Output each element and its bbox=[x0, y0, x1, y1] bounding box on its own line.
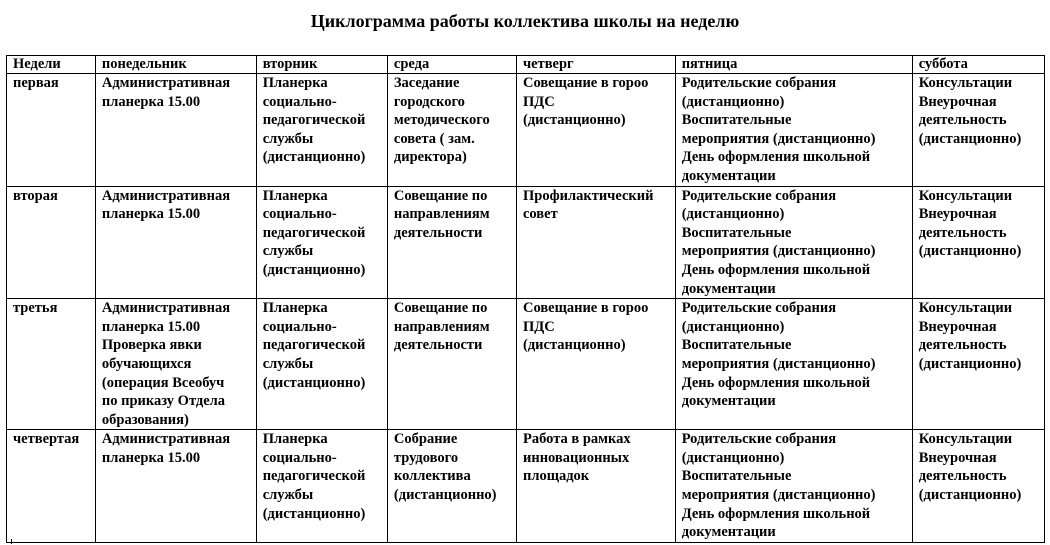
cell-monday: Административная планерка 15.00 bbox=[95, 430, 256, 543]
cell-wednesday: Совещание по направлениям деятельности bbox=[387, 299, 516, 430]
cell-saturday: Консультации Внеурочная деятельность (дистанционно) bbox=[912, 74, 1044, 187]
cell-monday: Административная планерка 15.00 Проверка явки обучающихся (операция Всеобуч по приказу Отдела образования) bbox=[95, 299, 256, 430]
week-label: вторая bbox=[7, 186, 96, 299]
page-title: Циклограмма работы коллектива школы на неделю bbox=[310, 11, 740, 31]
cell-friday: Родительские собрания (дистанционно) Воспитательные мероприятия (дистанционно) День оформления школьной документации bbox=[675, 430, 912, 543]
header-monday: понедельник bbox=[95, 56, 256, 74]
cell-monday: Административная планерка 15.00 bbox=[95, 74, 256, 187]
cell-saturday: Консультации Внеурочная деятельность (дистанционно) bbox=[912, 186, 1044, 299]
cell-tuesday: Планерка социально- педагогической службы (дистанционно) bbox=[256, 430, 387, 543]
cell-tuesday: Планерка социально- педагогической службы (дистанционно) bbox=[256, 186, 387, 299]
cell-wednesday: Заседание городского методического совета ( зам. директора) bbox=[387, 74, 516, 187]
cell-saturday: Консультации Внеурочная деятельность (дистанционно) bbox=[912, 299, 1044, 430]
table-row bbox=[7, 74, 1045, 187]
cell-wednesday: Совещание по направлениям деятельности bbox=[387, 186, 516, 299]
week-label: первая bbox=[7, 74, 96, 187]
cell-monday: Административная планерка 15.00 bbox=[95, 186, 256, 299]
header-wednesday: среда bbox=[387, 56, 516, 74]
week-label: четвертая bbox=[7, 430, 96, 543]
cell-thursday: Совещание в гороо ПДС (дистанционно) bbox=[516, 74, 675, 187]
cell-thursday: Работа в рамках инновационных площадок bbox=[516, 430, 675, 543]
cell-saturday: Консультации Внеурочная деятельность (дистанционно) bbox=[912, 430, 1044, 543]
cell-tuesday: Планерка социально- педагогической службы (дистанционно) bbox=[256, 299, 387, 430]
cell-wednesday: Собрание трудового коллектива (дистанционно) bbox=[387, 430, 516, 543]
header-row bbox=[7, 56, 1045, 74]
header-tuesday: вторник bbox=[256, 56, 387, 74]
header-saturday: суббота bbox=[912, 56, 1044, 74]
cell-thursday: Профилактический совет bbox=[516, 186, 675, 299]
header-friday: пятница bbox=[675, 56, 912, 74]
table-row bbox=[7, 299, 1045, 430]
table-row bbox=[7, 186, 1045, 299]
header-weeks: Недели bbox=[7, 56, 96, 74]
table-row bbox=[7, 430, 1045, 543]
page-edge-mark bbox=[11, 539, 12, 544]
cell-friday: Родительские собрания (дистанционно) Воспитательные мероприятия (дистанционно) День оформления школьной документации bbox=[675, 186, 912, 299]
cell-tuesday: Планерка социально- педагогической службы (дистанционно) bbox=[256, 74, 387, 187]
cell-friday: Родительские собрания (дистанционно) Воспитательные мероприятия (дистанционно) День оформления школьной документации bbox=[675, 299, 912, 430]
header-thursday: четверг bbox=[516, 56, 675, 74]
cell-thursday: Совещание в гороо ПДС (дистанционно) bbox=[516, 299, 675, 430]
cell-friday: Родительские собрания (дистанционно) Воспитательные мероприятия (дистанционно) День оформления школьной документации bbox=[675, 74, 912, 187]
week-label: третья bbox=[7, 299, 96, 430]
schedule-table bbox=[6, 55, 1045, 543]
